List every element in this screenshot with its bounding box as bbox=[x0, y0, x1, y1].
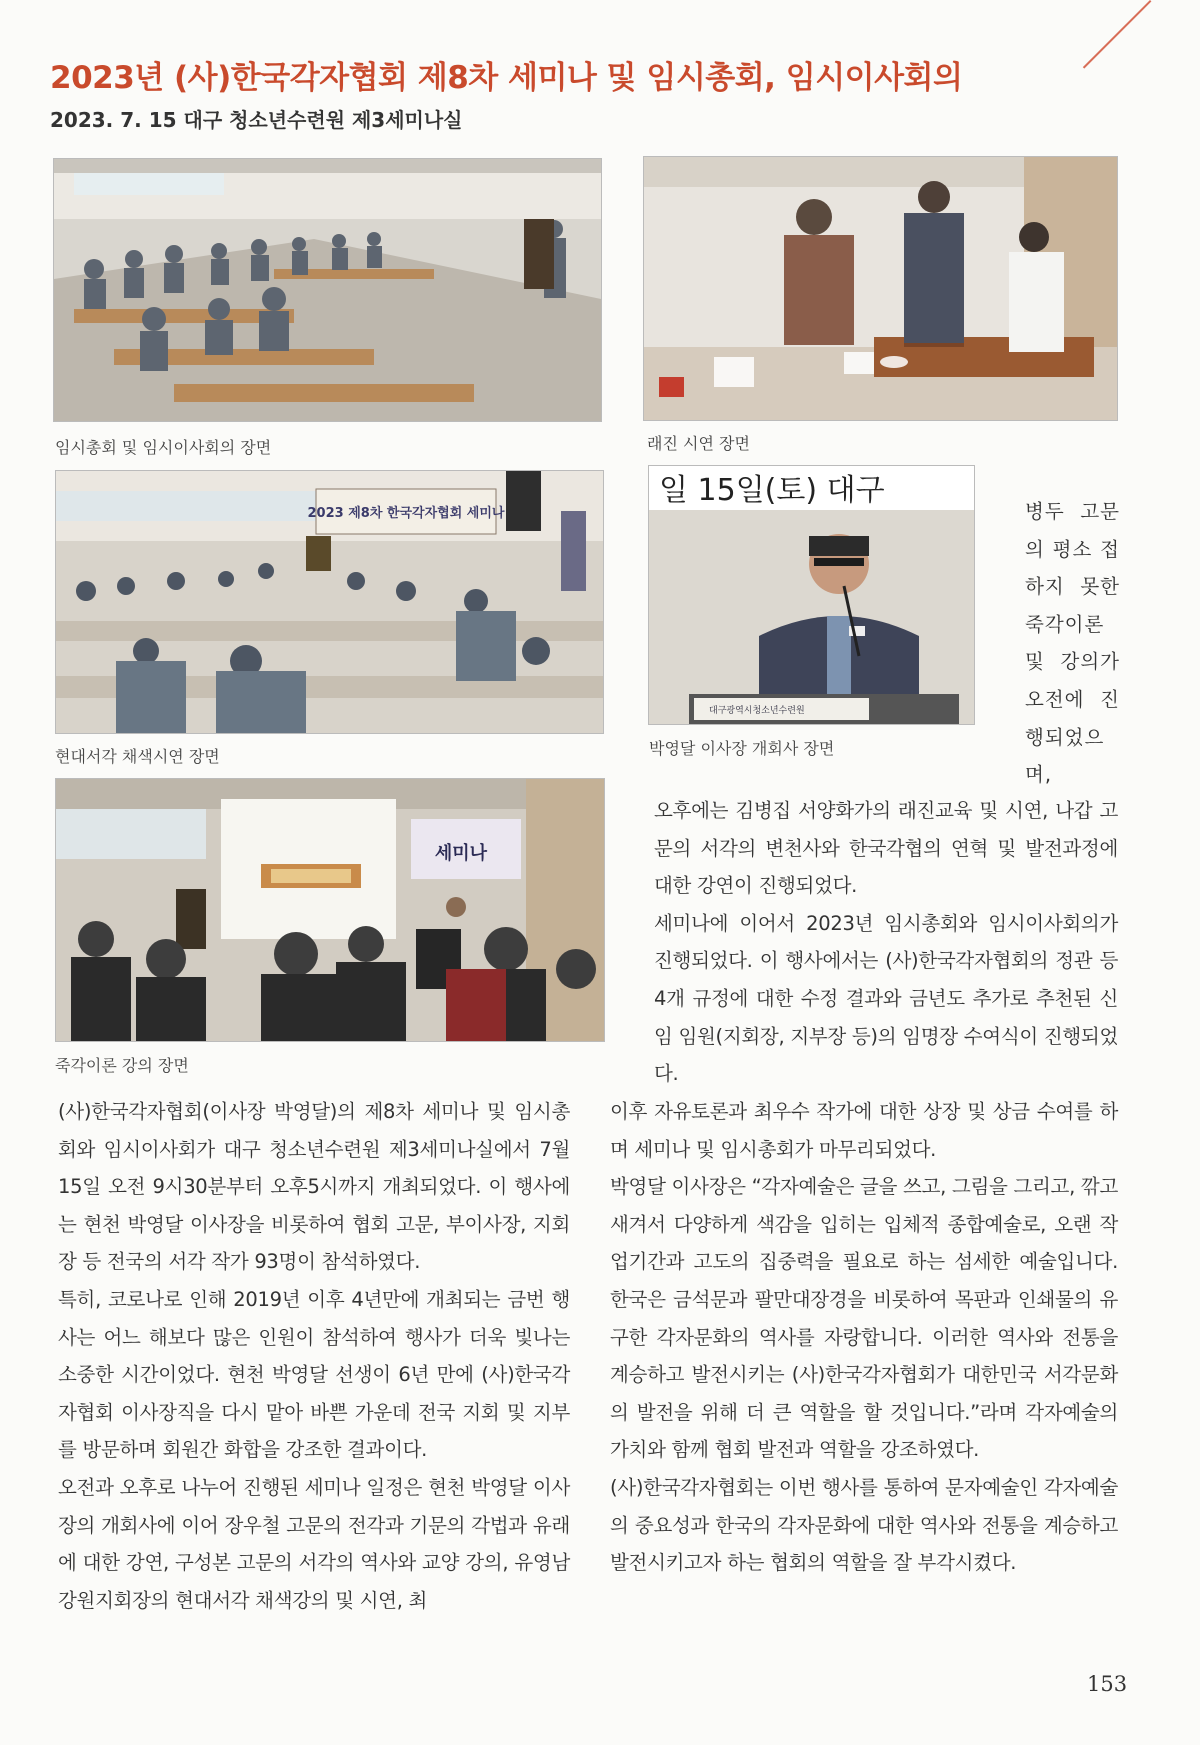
paragraph: 세미나에 이어서 2023년 임시총회와 임시이사회의가 진행되었다. 이 행사에서는 (사)한국각자협회의 정관 등 4개 규정에 대한 수정 결과와 금년도 추가로 추천된 신임 임원(지회장, 지부장 등)의 임명장 수여식이 진행되었다. bbox=[654, 911, 1118, 1086]
photo-coloring-demo bbox=[55, 470, 604, 734]
paragraph: (사)한국각자협회(이사장 박영달)의 제8차 세미나 및 임시총회와 임시이사회가 대구 청소년수련원 제3세미나실에서 7월 15일 오전 9시30분부터 오후5시까지 개최되었다. 이 행사에는 현천 박영달 이사장을 비롯하여 협회 고문, 부이사장, 지회장 등 전국의 서각 작가 93명이 참석하였다. bbox=[58, 1100, 570, 1274]
left-column-text bbox=[58, 1093, 570, 1619]
paragraph: (사)한국각자협회는 이번 행사를 통하여 문자예술인 각자예술의 중요성과 한국의 각자문화에 대한 역사와 전통을 계승하고 발전시키고자 하는 협회의 역할을 잘 부각시켰다. bbox=[610, 1475, 1118, 1575]
caption-opening-speech: 박영달 이사장 개회사 장면 bbox=[649, 739, 835, 758]
opening-speech-illustration bbox=[649, 466, 974, 724]
resin-demo-illustration bbox=[644, 157, 1117, 420]
article-title: 2023년 (사)한국각자협회 제8차 세미나 및 임시총회, 임시이사회의 bbox=[50, 60, 963, 96]
paragraph: 이후 자유토론과 최우수 작가에 대한 상장 및 상금 수여를 하며 세미나 및 임시총회가 마무리되었다. bbox=[610, 1100, 1118, 1161]
coloring-demo-illustration bbox=[56, 471, 603, 733]
caption-resin-demo: 래진 시연 장면 bbox=[647, 434, 750, 453]
podium-sign-text: 대구광역시청소년수련원 bbox=[709, 706, 805, 716]
paragraph: 특히, 코로나로 인해 2019년 이후 4년만에 개최되는 금번 행사는 어느 해보다 많은 인원이 참석하여 행사가 더욱 빛나는 소중한 시간이었다. 현천 박영달 선생이 6년 만에 (사)한국각자협회 이사장직을 다시 맡아 바쁜 가운데 전국 지회 및 지부를 방문하며 회원간 화합을 강조한 결과이다. bbox=[58, 1287, 570, 1462]
photo-opening-speech bbox=[648, 465, 975, 725]
caption-coloring-demo: 현대서각 채색시연 장면 bbox=[55, 747, 220, 766]
photo-lecture bbox=[55, 778, 605, 1042]
lecture-banner-text: 세미나 bbox=[434, 843, 488, 864]
paragraph: 오전과 오후로 나누어 진행된 세미나 일정은 현천 박영달 이사장의 개회사에 이어 장우철 고문의 전각과 기문의 각법과 유래에 대한 강연, 구성본 고문의 서각의 역사와 교양 강의, 유영남 강원지회장의 현대서각 채색강의 및 시연, 최 bbox=[58, 1475, 570, 1612]
meeting-hall-illustration bbox=[54, 159, 601, 421]
right-column-lower bbox=[610, 1093, 1118, 1582]
photo-general-meeting bbox=[53, 158, 602, 422]
lecture-illustration bbox=[56, 779, 604, 1041]
article-subtitle: 2023. 7. 15 대구 청소년수련원 제3세미나실 bbox=[50, 108, 463, 132]
corner-decoration-line bbox=[1083, 0, 1152, 69]
caption-lecture: 죽각이론 강의 장면 bbox=[55, 1056, 189, 1075]
seminar-banner-text: 2023 제8차 한국각자협회 세미나 bbox=[307, 506, 505, 521]
page-number: 153 bbox=[1087, 1672, 1128, 1696]
paragraph: 박영달 이사장은 “각자예술은 글을 쓰고, 그림을 그리고, 깎고 새겨서 다양하게 색감을 입히는 입체적 종합예술로, 오랜 작업기간과 고도의 집중력을 필요로 하는 섬세한 예술입니다. 한국은 금석문과 팔만대장경을 비롯하여 목판과 인쇄물의 유구한 각자문화의 역사를 자랑합니다. 이러한 역사와 전통을 계승하고 발전시키는 (사)한국각자협회가 대한민국 서각문화의 발전을 위해 더 큰 역할을 할 것입니다.”라며 각자예술의 가치와 함께 협회 발전과 역할을 강조하였다. bbox=[610, 1175, 1118, 1462]
photo-resin-demo bbox=[643, 156, 1118, 421]
event-date-sign-text: 일 15일(토) 대구 bbox=[659, 473, 885, 508]
narrow-text-column: 병두 고문의 평소 접하지 못한 죽각이론 및 강의가 오전에 진행되었으며, bbox=[1025, 500, 1120, 787]
right-column-upper bbox=[654, 792, 1118, 1093]
paragraph: 오후에는 김병집 서양화가의 래진교육 및 시연, 나갑 고문의 서각의 변천사와 한국각협의 연혁 및 발전과정에 대한 강연이 진행되었다. bbox=[654, 799, 1118, 898]
caption-general-meeting: 임시총회 및 임시이사회의 장면 bbox=[55, 438, 272, 457]
